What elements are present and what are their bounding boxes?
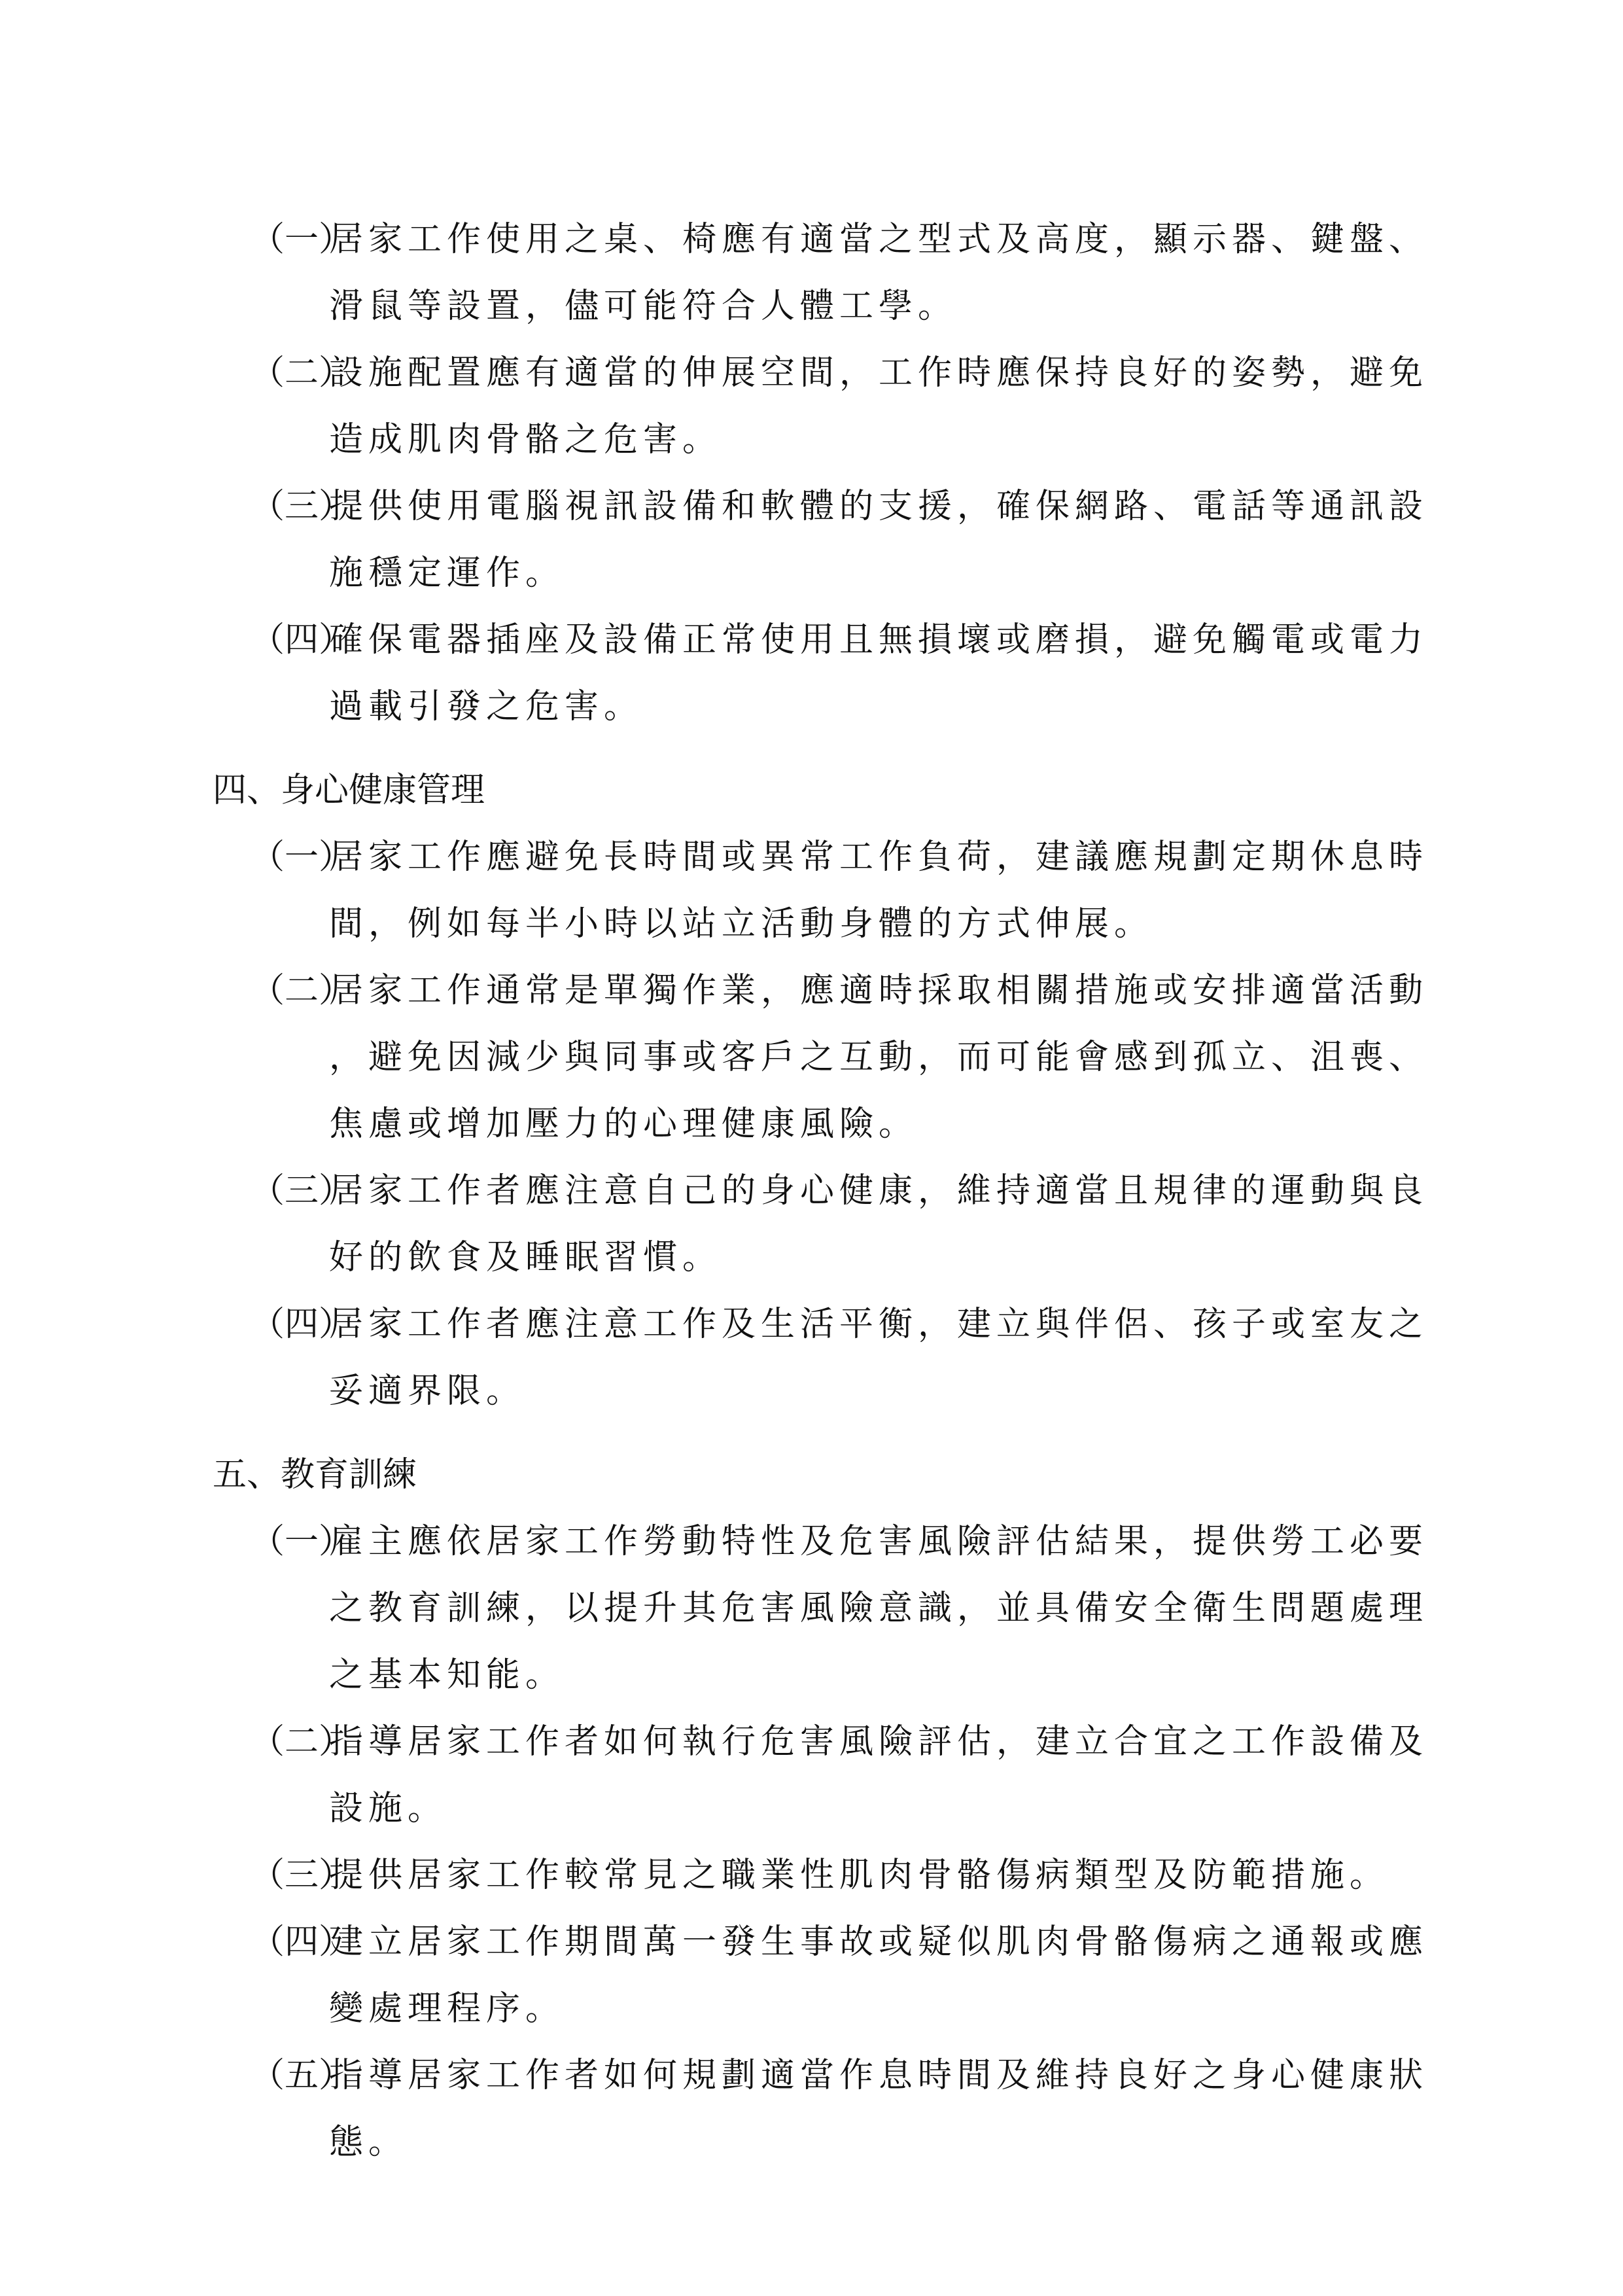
item-number: （四） (251, 1922, 353, 1962)
item-number: （二） (251, 971, 353, 1010)
item-text: 提供使用電腦視訊設備和軟體的支援，確保網路、電話等通訊設施穩定運作。 (329, 487, 1429, 593)
item-number: （五） (251, 2056, 353, 2095)
list-item (213, 1508, 1495, 1708)
item-text: 雇主應依居家工作勞動特性及危害風險評估結果，提供勞工必要之教育訓練，以提升其危害風險意識，並具備安全衛生問題處理之基本知能。 (329, 1522, 1429, 1695)
section-equipment (213, 206, 1495, 740)
item-text: 居家工作通常是單獨作業，應適時採取相關措施或安排適當活動，避免因減少與同事或客戶之互動，而可能會感到孤立、沮喪、焦慮或增加壓力的心理健康風險。 (329, 971, 1429, 1144)
list-item (213, 957, 1495, 1157)
list-item (213, 2042, 1495, 2176)
item-text: 居家工作應避免長時間或異常工作負荷，建議應規劃定期休息時間，例如每半小時以站立活動身體的方式伸展。 (329, 838, 1429, 944)
list-item (213, 340, 1495, 473)
item-text: 指導居家工作者如何執行危害風險評估，建立合宜之工作設備及設施。 (329, 1722, 1429, 1828)
document-body (213, 206, 1495, 2176)
list-item (213, 824, 1495, 957)
item-text: 居家工作使用之桌、椅應有適當之型式及高度，顯示器、鍵盤、滑鼠等設置，儘可能符合人體工學。 (329, 220, 1429, 326)
list-item (213, 1291, 1495, 1424)
item-text: 確保電器插座及設備正常使用且無損壞或磨損，避免觸電或電力過載引發之危害。 (329, 620, 1429, 726)
item-text: 建立居家工作期間萬一發生事故或疑似肌肉骨骼傷病之通報或應變處理程序。 (329, 1922, 1429, 2028)
list-item (213, 206, 1495, 340)
item-number: （三） (251, 487, 353, 526)
list-item (213, 1842, 1495, 1909)
item-number: （三） (251, 1856, 353, 1895)
section-education-training (213, 1441, 1495, 2176)
item-text: 居家工作者應注意自己的身心健康，維持適當且規律的運動與良好的飲食及睡眠習慣。 (329, 1171, 1429, 1277)
item-number: （一） (251, 1522, 353, 1561)
item-number: （一） (251, 220, 353, 259)
item-number: （四） (251, 620, 353, 660)
item-number: （二） (251, 1722, 353, 1761)
item-number: （二） (251, 353, 353, 393)
list-item (213, 607, 1495, 740)
item-number: （四） (251, 1305, 353, 1344)
item-number: （一） (251, 838, 353, 877)
list-item (213, 1157, 1495, 1291)
list-item (213, 473, 1495, 607)
item-text: 居家工作者應注意工作及生活平衡，建立與伴侶、孩子或室友之妥適界限。 (329, 1305, 1429, 1411)
list-item (213, 1708, 1495, 1842)
section-health-management (213, 757, 1495, 1424)
section-heading: 四、身心健康管理 (213, 771, 485, 810)
item-text: 提供居家工作較常見之職業性肌肉骨骼傷病類型及防範措施。 (329, 1856, 1389, 1895)
item-text: 指導居家工作者如何規劃適當作息時間及維持良好之身心健康狀態。 (329, 2056, 1429, 2162)
item-number: （三） (251, 1171, 353, 1210)
item-text: 設施配置應有適當的伸展空間，工作時應保持良好的姿勢，避免造成肌肉骨骼之危害。 (329, 353, 1429, 459)
list-item (213, 1909, 1495, 2042)
section-heading: 五、教育訓練 (213, 1455, 417, 1494)
